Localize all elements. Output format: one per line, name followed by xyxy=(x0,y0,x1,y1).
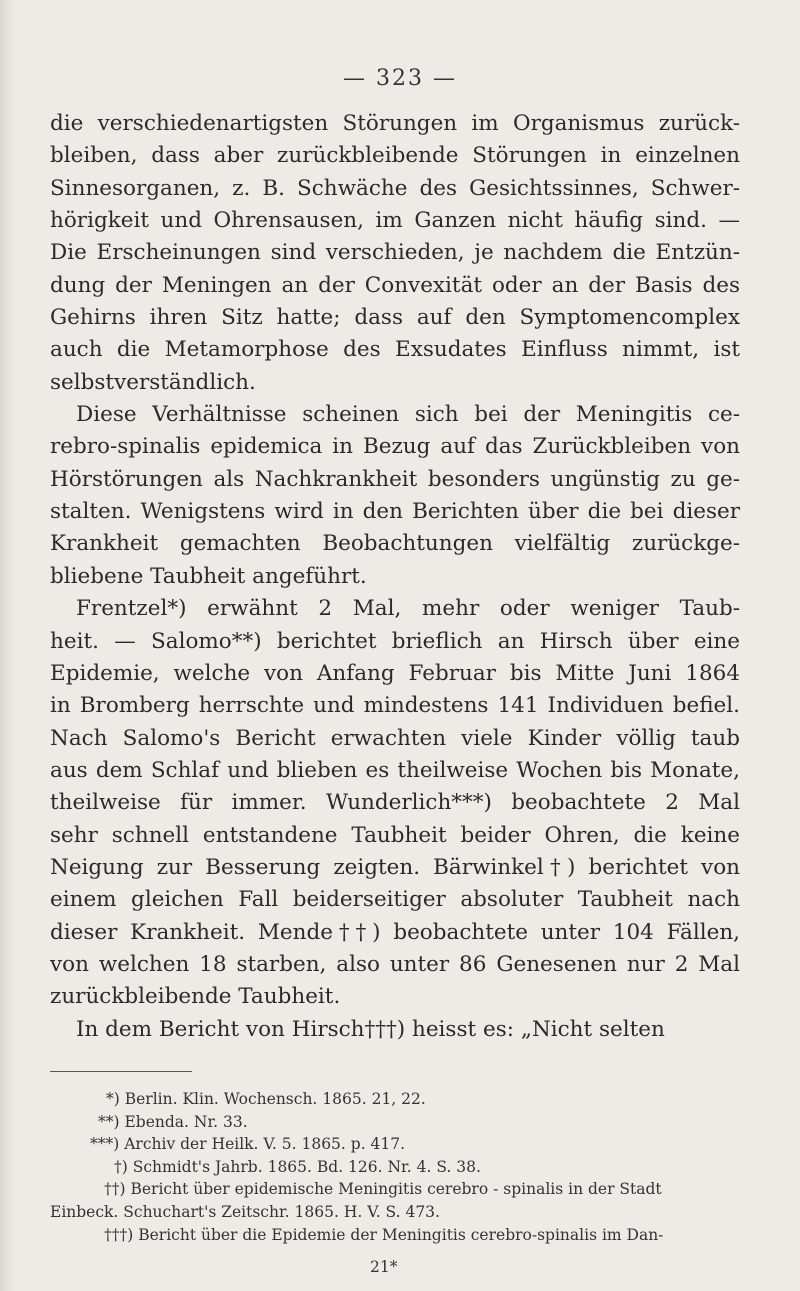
text-line: bliebene Taubheit angeführt. xyxy=(50,563,367,589)
page-number: — 323 — xyxy=(343,66,457,91)
text-line: Epidemie, welche von Anfang Februar bis Mitte Juni 1864 xyxy=(50,660,740,686)
text-line: dung der Meningen an der Convexität oder an der Basis des xyxy=(50,272,740,298)
footnote-continuation: Einbeck. Schuchart's Zeitschr. 1865. H. V. S. 473. xyxy=(50,1202,440,1221)
text-line: Die Erscheinungen sind verschieden, je nachdem die Entzün- xyxy=(50,240,740,266)
footnote: †) Schmidt's Jahrb. 1865. Bd. 126. Nr. 4. S. 38. xyxy=(114,1157,481,1176)
text-line: von welchen 18 starben, also unter 86 Genesenen nur 2 Mal xyxy=(50,951,740,977)
text-line: stalten. Wenigstens wird in den Berichten über die bei dieser xyxy=(50,499,740,525)
text-line: rebro-spinalis epidemica in Bezug auf das Zurückbleiben von xyxy=(50,434,740,460)
footnotes xyxy=(50,1088,740,1246)
footnote: †††) Bericht über die Epidemie der Meningitis cerebro-spinalis im Dan- xyxy=(104,1225,664,1244)
text-line: theilweise für immer. Wunderlich***) beobachtete 2 Mal xyxy=(50,790,740,816)
text-line: Sinnesorganen, z. B. Schwäche des Gesichtssinnes, Schwer- xyxy=(50,175,740,201)
text-line: einem gleichen Fall beiderseitiger absoluter Taubheit nach xyxy=(50,887,740,913)
text-line: aus dem Schlaf und blieben es theilweise Wochen bis Monate, xyxy=(50,757,740,783)
text-line: Diese Verhältnisse scheinen sich bei der Meningitis ce- xyxy=(76,402,740,428)
text-line: heit. — Salomo**) berichtet brieflich an Hirsch über eine xyxy=(50,628,740,654)
text-line: selbstverständlich. xyxy=(50,369,256,395)
footnote: ***) Archiv der Heilk. V. 5. 1865. p. 417. xyxy=(90,1135,406,1154)
footnote: *) Berlin. Klin. Wochensch. 1865. 21, 22. xyxy=(106,1090,426,1108)
footnote: **) Ebenda. Nr. 33. xyxy=(98,1112,248,1131)
text-line: Gehirns ihren Sitz hatte; dass auf den Symptomencomplex xyxy=(50,305,740,331)
text-line: die verschiedenartigsten Störungen im Organismus zurück- xyxy=(50,111,740,136)
text-line: In dem Bericht von Hirsch†††) heisst es: „Nicht selten xyxy=(76,1016,665,1042)
text-line: Krankheit gemachten Beobachtungen vielfältig zurückge- xyxy=(50,531,740,557)
text-line: in Bromberg herrschte und mindestens 141 Individuen befiel. xyxy=(50,693,740,719)
footnote-divider xyxy=(50,1071,192,1072)
text-line: dieser Krankheit. Mende††) beobachtete unter 104 Fällen, xyxy=(50,919,740,945)
text-line: Hörstörungen als Nachkrankheit besonders ungünstig zu ge- xyxy=(50,466,740,492)
main-text xyxy=(50,108,740,1046)
text-line: hörigkeit und Ohrensausen, im Ganzen nicht häufig sind. — xyxy=(50,208,740,234)
signature-mark: 21* xyxy=(370,1258,398,1276)
text-line: auch die Metamorphose des Exsudates Einfluss nimmt, ist xyxy=(50,337,740,363)
text-line: Nach Salomo's Bericht erwachten viele Kinder völlig taub xyxy=(50,725,740,751)
text-line: zurückbleibende Taubheit. xyxy=(50,984,341,1010)
text-line: Frentzel*) erwähnt 2 Mal, mehr oder weniger Taub- xyxy=(76,596,740,622)
footnote: ††) Bericht über epidemische Meningitis cerebro - spinalis in der Stadt xyxy=(104,1180,662,1199)
text-line: bleiben, dass aber zurückbleibende Störungen in einzelnen xyxy=(50,143,740,169)
text-line: sehr schnell entstandene Taubheit beider Ohren, die keine xyxy=(50,822,740,848)
text-line: Neigung zur Besserung zeigten. Bärwinkel†) berichtet von xyxy=(50,854,740,880)
